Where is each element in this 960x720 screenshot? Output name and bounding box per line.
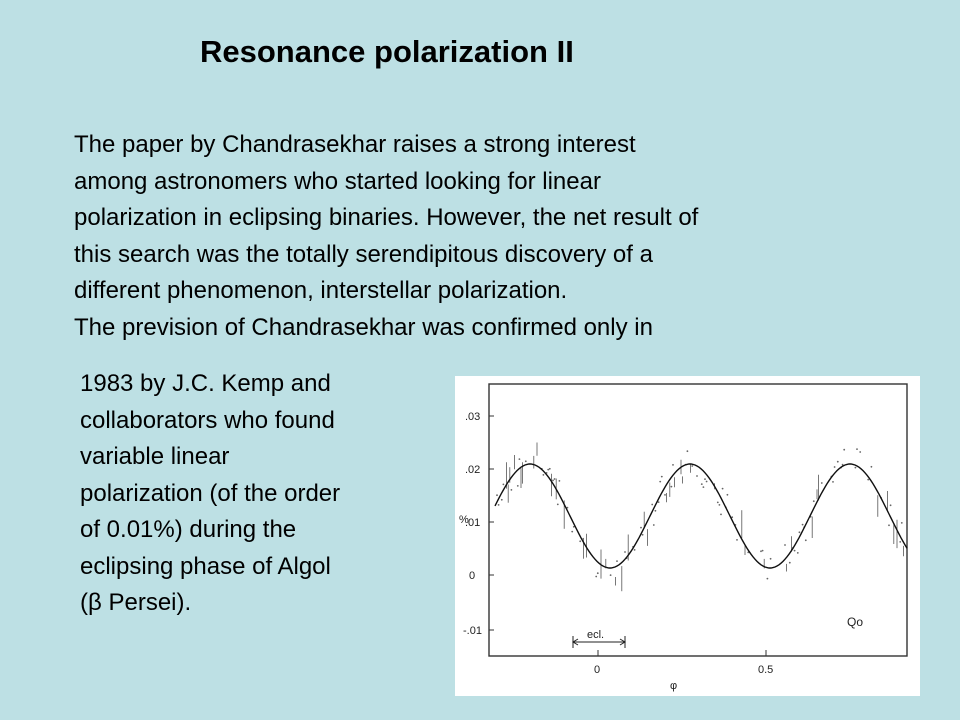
side-paragraph (80, 366, 450, 622)
x-tick-label: 0 (594, 664, 601, 676)
data-point (867, 479, 869, 481)
y-tick-label: .02 (465, 464, 481, 476)
data-point (554, 478, 556, 480)
data-point (703, 486, 705, 488)
data-point (664, 494, 666, 496)
data-point (789, 562, 791, 564)
data-point (770, 558, 772, 560)
data-point (760, 550, 762, 552)
data-point (653, 524, 655, 526)
data-point (655, 510, 657, 512)
data-point (901, 522, 903, 524)
paragraph-line: The prevision of Chandrasekhar was confirmed only in (74, 313, 653, 341)
data-point (855, 467, 857, 469)
side-line: (β Persei). (80, 589, 192, 616)
series-label: Qo (847, 615, 864, 629)
data-point (899, 541, 901, 543)
paragraph-line: this search was the totally serendipitous discovery of a (74, 240, 653, 268)
data-point (794, 550, 796, 552)
data-point (517, 485, 519, 487)
side-line: variable linear (80, 443, 230, 470)
y-tick-label: .01 (465, 517, 481, 529)
eclipse-label: ecl. (587, 629, 605, 641)
data-point (595, 576, 597, 578)
data-point (501, 499, 503, 501)
data-point (503, 484, 505, 486)
data-point (496, 494, 498, 496)
data-point (557, 504, 559, 506)
data-point (719, 504, 721, 506)
side-line: of 0.01%) during the (80, 516, 297, 543)
side-line: 1983 by J.C. Kemp and (80, 370, 331, 397)
data-point (784, 544, 786, 546)
data-point (579, 540, 581, 542)
data-point (624, 551, 626, 553)
slide-title: Resonance polarization II (200, 34, 574, 69)
data-point (799, 531, 801, 533)
data-point (642, 534, 644, 536)
paragraph-line: among astronomers who started looking for linear (74, 167, 601, 195)
y-tick-label: -.01 (463, 625, 482, 637)
x-tick-label: 0.5 (758, 664, 774, 676)
data-point (519, 458, 521, 460)
plot-frame (489, 384, 907, 656)
y-tick-label: 0 (469, 570, 476, 582)
data-point (659, 481, 661, 483)
data-point (671, 486, 673, 488)
data-point (547, 469, 549, 471)
data-point (552, 480, 554, 482)
data-point (890, 504, 892, 506)
intro-paragraph (74, 127, 944, 346)
data-point (871, 466, 873, 468)
data-point (696, 475, 698, 477)
data-point (802, 524, 804, 526)
data-point (571, 531, 573, 533)
paragraph-line: polarization in eclipsing binaries. However, the net result of (74, 204, 699, 231)
side-line: polarization (of the order (80, 479, 341, 507)
data-point (762, 550, 764, 552)
data-point (813, 500, 815, 502)
data-point (797, 552, 799, 554)
data-point (736, 539, 738, 541)
data-point (498, 504, 500, 506)
data-point (610, 574, 612, 576)
y-unit-label: % (459, 514, 469, 526)
data-point (511, 489, 513, 491)
data-point (543, 474, 545, 476)
data-point (834, 466, 836, 468)
data-point (616, 560, 618, 562)
data-point (597, 572, 599, 574)
model-curve (495, 464, 907, 568)
paragraph-line: different phenomenon, interstellar polarization. (74, 277, 568, 304)
data-point (634, 549, 636, 551)
data-point (559, 480, 561, 482)
data-point (856, 448, 858, 450)
data-point (691, 465, 693, 467)
data-point (832, 481, 834, 483)
data-point (640, 527, 642, 529)
side-line: collaborators who found (80, 406, 335, 434)
data-point (549, 468, 551, 470)
data-point (706, 481, 708, 483)
data-point (701, 483, 703, 485)
polarization-figure (455, 376, 920, 696)
data-point (821, 482, 823, 484)
polarization-plot (455, 376, 920, 696)
data-point (717, 502, 719, 504)
data-point (722, 488, 724, 490)
data-point (651, 504, 653, 506)
data-point (767, 578, 769, 580)
y-tick-label: .03 (465, 411, 481, 423)
side-line: eclipsing phase of Algol (80, 552, 331, 580)
data-point (843, 449, 845, 451)
data-point (525, 460, 527, 462)
data-scatter (496, 443, 903, 592)
data-point (805, 539, 807, 541)
data-point (837, 461, 839, 463)
data-point (888, 524, 890, 526)
data-point (727, 494, 729, 496)
x-axis-label: φ (670, 680, 678, 692)
data-point (859, 451, 861, 453)
data-point (720, 514, 722, 516)
data-point (687, 450, 689, 452)
data-point (661, 476, 663, 478)
data-point (704, 478, 706, 480)
data-point (672, 464, 674, 466)
paragraph-line: The paper by Chandrasekhar raises a strong interest (74, 131, 636, 158)
